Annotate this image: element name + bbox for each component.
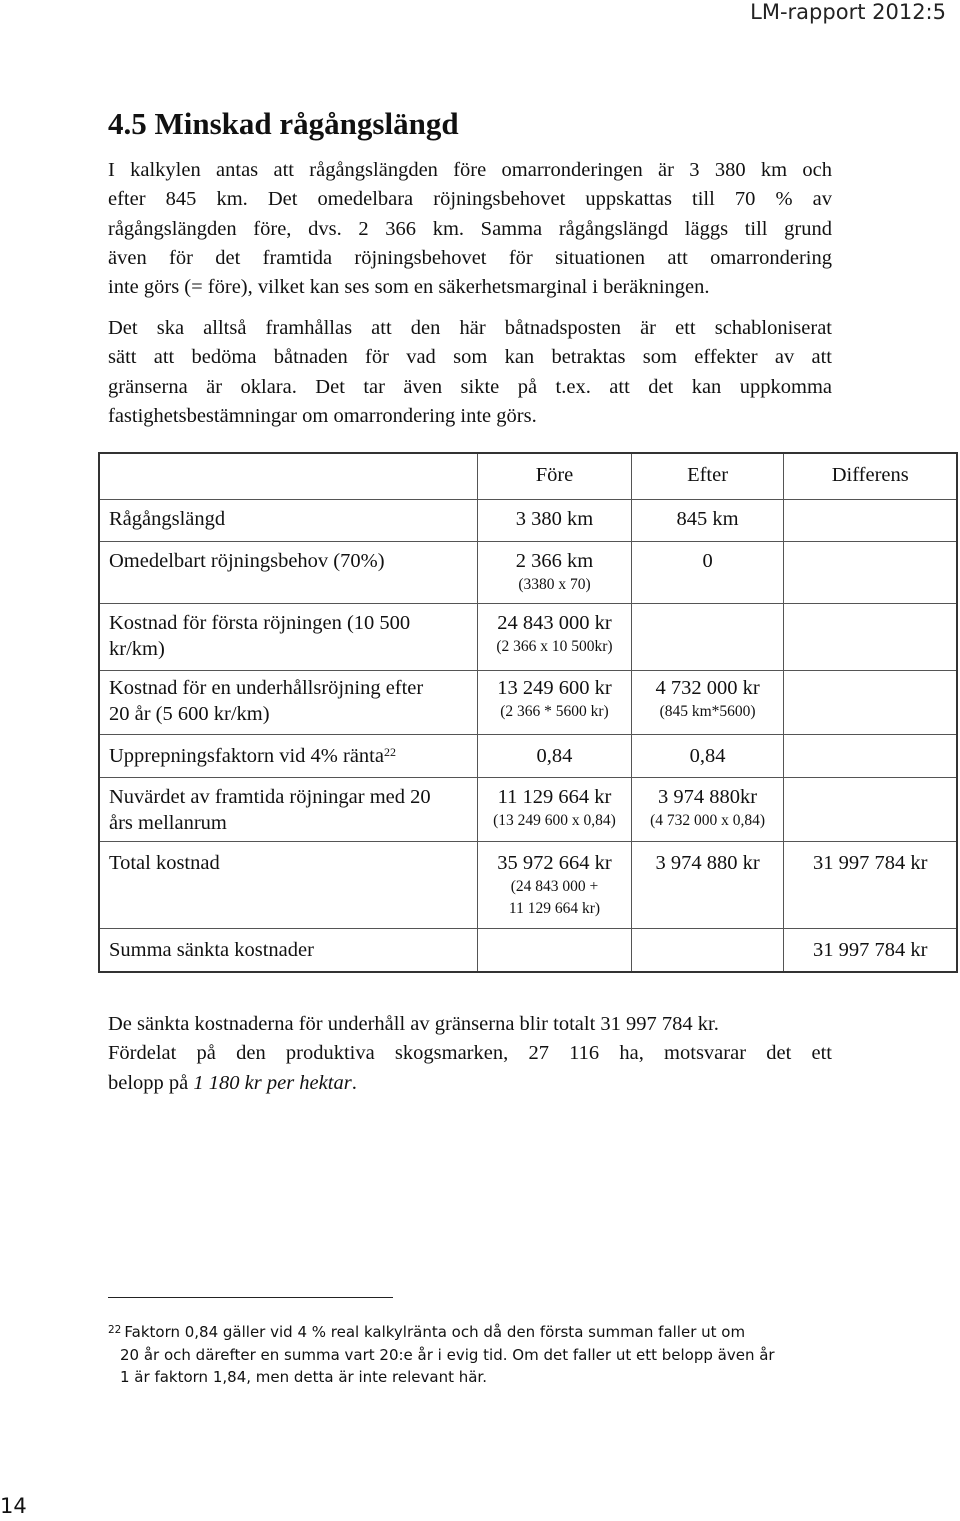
table-row: [99, 603, 957, 670]
cell-fore: [478, 670, 631, 734]
row-label: Summa sänkta kostnader: [99, 928, 478, 972]
paragraph-line: De sänkta kostnaderna för underhåll av gränserna blir totalt 31 997 784 kr.: [108, 1013, 719, 1035]
summary-prefix: belopp på: [108, 1071, 194, 1094]
cell-fore-formula: (3380 x 70): [518, 575, 591, 593]
cell-fore: [478, 928, 631, 972]
footnote: [108, 1321, 838, 1389]
row-label-text: Upprepningsfaktorn vid 4% ränta: [109, 744, 384, 767]
cell-fore: [478, 603, 631, 670]
cell-diff: [784, 777, 957, 841]
header-fore: Före: [478, 453, 631, 499]
cell-efter-formula: (4 732 000 x 0,84): [650, 811, 766, 829]
report-header-title: LM-rapport 2012:5: [750, 0, 946, 24]
summary-suffix: .: [351, 1071, 357, 1094]
header-differens: Differens: [784, 453, 957, 499]
paragraph-assumptions: [108, 156, 832, 302]
section-heading: 4.5 Minskad rågångslängd: [108, 106, 459, 141]
row-label: Kostnad för en underhållsröjning efter 20 år (5 600 kr/km): [99, 670, 478, 734]
cell-efter: [631, 670, 784, 734]
cell-fore: [478, 777, 631, 841]
footnote-line: [108, 1321, 838, 1344]
cell-fore-formula: (2 366 * 5600 kr): [500, 702, 609, 720]
table-row: [99, 841, 957, 928]
cell-efter-value: 3 974 880kr: [658, 785, 758, 808]
cell-diff: [784, 541, 957, 603]
paragraph-line: I kalkylen antas att rågångslängden före omarronderingen är 3 380 km och: [108, 159, 832, 181]
header-efter: Efter: [631, 453, 784, 499]
cell-fore: 0,84: [478, 734, 631, 777]
table-row: [99, 734, 957, 777]
cell-diff: [784, 499, 957, 541]
footnote-text: Faktorn 0,84 gäller vid 4 % real kalkylränta och då den första summan faller ut om: [124, 1323, 746, 1341]
cell-diff: [784, 670, 957, 734]
page-number: 14: [0, 1494, 27, 1518]
cell-diff: 31 997 784 kr: [784, 841, 957, 928]
cell-fore: [478, 541, 631, 603]
cell-efter: 0: [631, 541, 784, 603]
paragraph-line: Fördelat på den produktiva skogsmarken, 27 116 ha, motsvarar det ett: [108, 1042, 832, 1065]
footnote-line: 1 är faktorn 1,84, men detta är inte relevant här.: [120, 1368, 487, 1386]
paragraph-line: sätt att bedöma båtnaden för vad som kan betraktas som effekter av att: [108, 346, 832, 369]
cell-fore-value: 35 972 664 kr: [497, 851, 612, 874]
cell-diff: 31 997 784 kr: [784, 928, 957, 972]
paragraph-line: efter 845 km. Det omedelbara röjningsbehovet uppskattas till 70 % av: [108, 188, 832, 211]
cell-fore: 3 380 km: [478, 499, 631, 541]
cell-efter: [631, 777, 784, 841]
cell-fore-formula: (24 843 000 + 11 129 664 kr): [508, 877, 601, 917]
paragraph-line: inte görs (= före), vilket kan ses som en säkerhetsmarginal i beräkningen.: [108, 276, 710, 299]
table-row: [99, 928, 957, 972]
cost-calculation-table: [98, 452, 958, 973]
cell-efter: [631, 928, 784, 972]
row-label: Total kostnad: [99, 841, 478, 928]
paragraph-schablon: [108, 314, 832, 431]
table-row: [99, 541, 957, 603]
paragraph-summary: [108, 1010, 832, 1098]
cell-fore-formula: (2 366 x 10 500kr): [496, 637, 613, 655]
paragraph-line: gränserna är oklara. Det tar även sikte på t.ex. att det kan uppkomma: [108, 375, 832, 398]
footnote-number: 22: [108, 1324, 122, 1336]
footnote-reference: 22: [383, 744, 396, 759]
paragraph-line: Det ska alltså framhållas att den här båtnadsposten är ett schabloniserat: [108, 317, 832, 339]
row-label: Kostnad för första röjningen (10 500 kr/km): [99, 603, 478, 670]
footnote-separator: [108, 1297, 393, 1298]
row-label: Nuvärdet av framtida röjningar med 20 års mellanrum: [99, 777, 478, 841]
cell-fore-value: 24 843 000 kr: [497, 611, 612, 634]
cell-efter-value: 4 732 000 kr: [655, 676, 760, 699]
cell-efter: 845 km: [631, 499, 784, 541]
table-row: [99, 499, 957, 541]
cell-efter-formula: (845 km*5600): [659, 702, 756, 720]
row-label: Omedelbart röjningsbehov (70%): [99, 541, 478, 603]
cell-diff: [784, 603, 957, 670]
cell-efter: [631, 603, 784, 670]
row-label: [99, 734, 478, 777]
header-empty: [99, 453, 478, 499]
summary-per-hectare: 1 180 kr per hektar: [193, 1071, 352, 1094]
table-row: [99, 777, 957, 841]
table-row: [99, 670, 957, 734]
cell-fore-formula: (13 249 600 x 0,84): [493, 811, 616, 829]
table-header-row: [99, 453, 957, 499]
cell-fore-value: 2 366 km: [515, 549, 594, 572]
cell-fore: [478, 841, 631, 928]
cell-efter: 3 974 880 kr: [631, 841, 784, 928]
footnote-line: 20 år och därefter en summa vart 20:e år i evig tid. Om det faller ut ett belopp även år: [120, 1345, 775, 1364]
row-label: Rågångslängd: [99, 499, 478, 541]
paragraph-line: rågångslängden före, dvs. 2 366 km. Samma rågångslängd läggs till grund: [108, 217, 832, 240]
cell-fore-value: 13 249 600 kr: [497, 676, 612, 699]
cell-diff: [784, 734, 957, 777]
cell-efter: 0,84: [631, 734, 784, 777]
paragraph-line: även för det framtida röjningsbehovet för situationen att omarrondering: [108, 246, 832, 269]
cell-fore-value: 11 129 664 kr: [497, 785, 612, 808]
paragraph-line: fastighetsbestämningar om omarrondering inte görs.: [108, 404, 537, 427]
paragraph-line: [108, 1069, 832, 1098]
